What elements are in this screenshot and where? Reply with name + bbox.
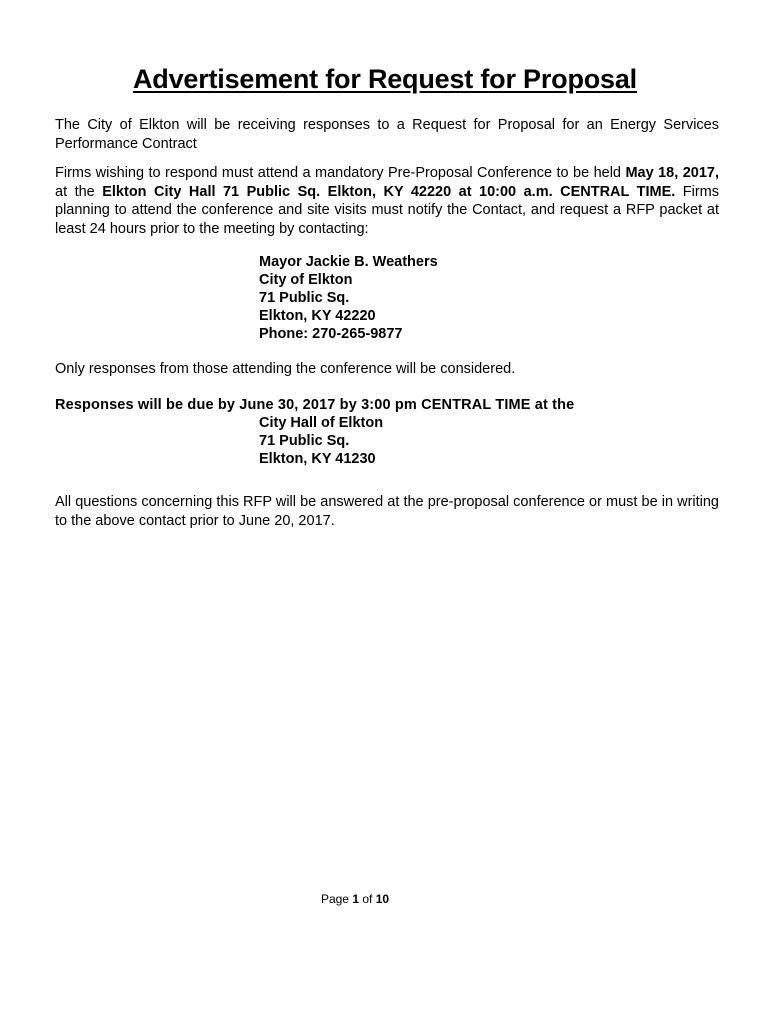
- intro-paragraph: The City of Elkton will be receiving responses to a Request for Proposal for an Energy Services Performance Contract: [55, 117, 719, 152]
- contact-phone: Phone: 270-265-9877: [259, 326, 403, 342]
- contact-street: 71 Public Sq.: [259, 290, 350, 306]
- responses-street: 71 Public Sq.: [259, 433, 350, 449]
- contact-block: [259, 253, 438, 343]
- contact-name: Mayor Jackie B. Weathers: [259, 254, 438, 270]
- document-title: Advertisement for Request for Proposal: [132, 64, 637, 94]
- responses-due-line: Responses will be due by June 30, 2017 by 3:00 pm CENTRAL TIME at the: [55, 397, 575, 413]
- contact-org: City of Elkton: [259, 272, 353, 288]
- conference-text-a: Firms wishing to respond must attend a mandatory Pre-Proposal Conference to be held: [55, 165, 626, 181]
- conference-text-c: Firms planning to attend the conference and site visits must notify the Contact, and request a RFP packet at least 24 hours prior to the meeting by contacting:: [55, 183, 720, 237]
- responses-address-block: [259, 414, 383, 468]
- conference-location: Elkton City Hall 71 Public Sq. Elkton, KY 42220 at 10:00 a.m. CENTRAL TIME.: [102, 183, 676, 200]
- footer-page-total: 10: [375, 892, 390, 906]
- only-responses-paragraph: Only responses from those attending the conference will be considered.: [55, 361, 516, 377]
- footer-page-number: 1: [352, 892, 359, 906]
- footer-of-label: of: [359, 892, 376, 906]
- conference-paragraph: [55, 164, 719, 238]
- conference-date: May 18, 2017,: [625, 165, 719, 181]
- footer-page-label: Page: [320, 892, 353, 906]
- responses-city: Elkton, KY 41230: [259, 451, 376, 467]
- contact-city: Elkton, KY 42220: [259, 308, 376, 324]
- page-footer: [0, 892, 710, 906]
- conference-text-b: at the: [55, 183, 103, 200]
- questions-paragraph: All questions concerning this RFP will be answered at the pre-proposal conference or must be in writing to the above contact prior to June 20, 2017.: [55, 494, 719, 529]
- responses-org: City Hall of Elkton: [259, 415, 384, 431]
